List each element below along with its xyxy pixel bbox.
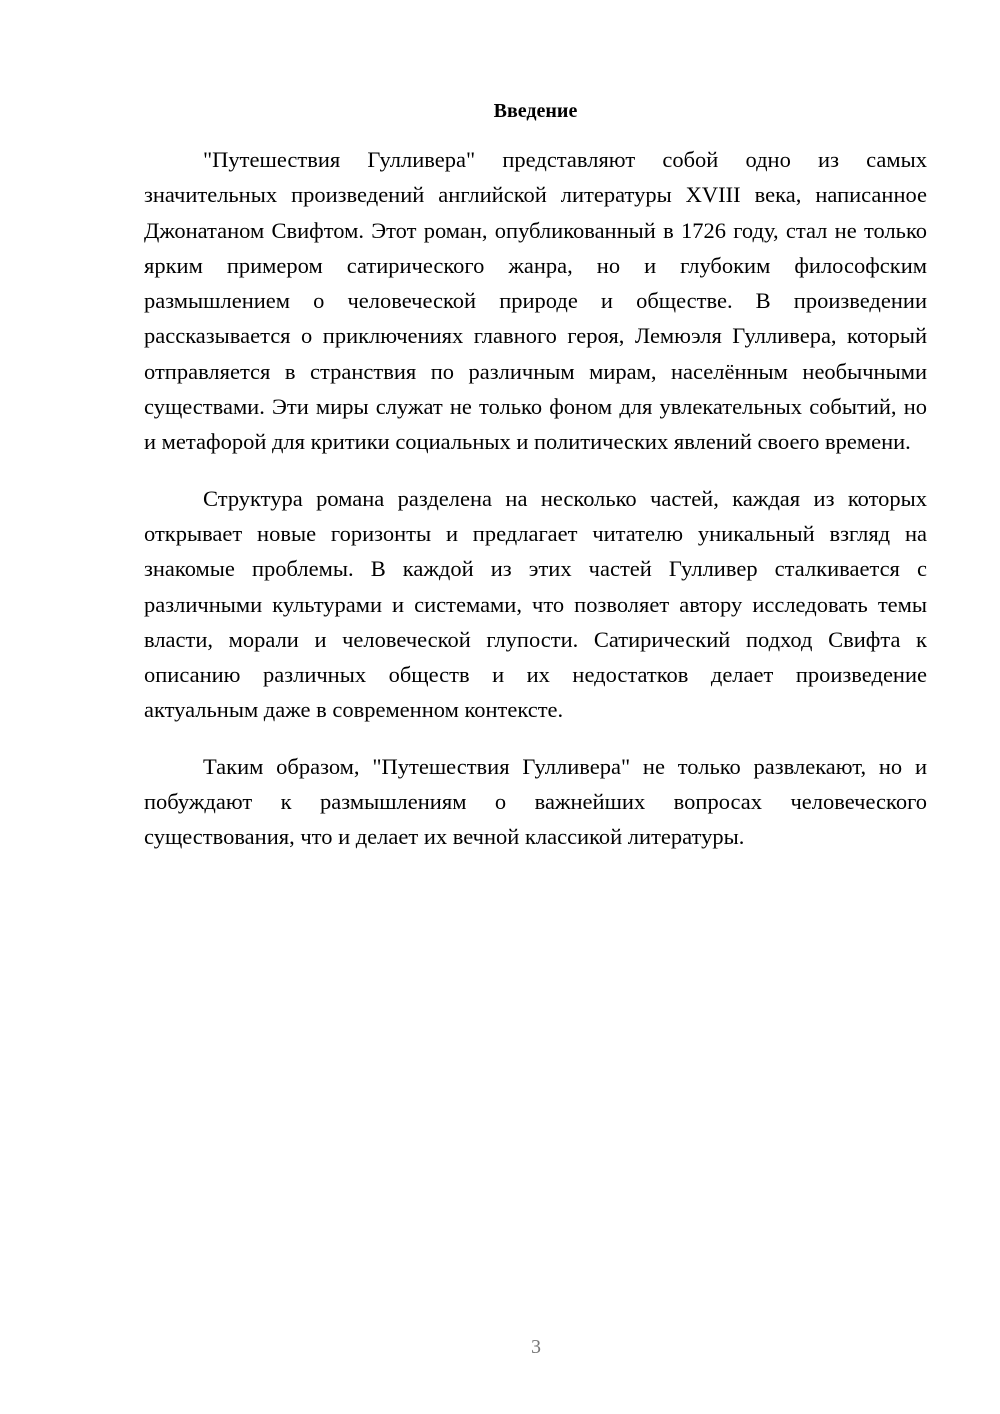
paragraph-2: Структура романа разделена на несколько частей, каждая из которых открывает новые горизонты и предлагает читателю уникальный взгляд на знакомые проблемы. В каждой из этих частей Гулливер сталкивается с различными культурами и системами, что позволяет автору исследовать темы власти, морали и человеческой глупости. Сатирический подход Свифта к описанию различных обществ и их недостатков делает произведение актуальным даже в современном контексте. — [144, 485, 927, 723]
body-text — [144, 142, 927, 876]
paragraph-3: Таким образом, "Путешествия Гулливера" не только развлекают, но и побуждают к размышлениям о важнейших вопросах человеческого существования, что и делает их вечной классикой литературы. — [144, 753, 927, 850]
section-heading: Введение — [493, 100, 578, 122]
paragraph-1: "Путешествия Гулливера" представляют собой одно из самых значительных произведений английской литературы XVIII века, написанное Джонатаном Свифтом. Этот роман, опубликованный в 1726 году, стал не только ярким примером сатирического жанра, но и глубоким философским размышлением о человеческой природе и обществе. В произведении рассказывается о приключениях главного героя, Лемюэля Гулливера, который отправляется в странствия по различным мирам, населённым необычными существами. Эти миры служат не только фоном для увлекательных событий, но и метафорой для критики социальных и политических явлений своего времени. — [144, 147, 927, 455]
page-number: 3 — [531, 1336, 541, 1358]
